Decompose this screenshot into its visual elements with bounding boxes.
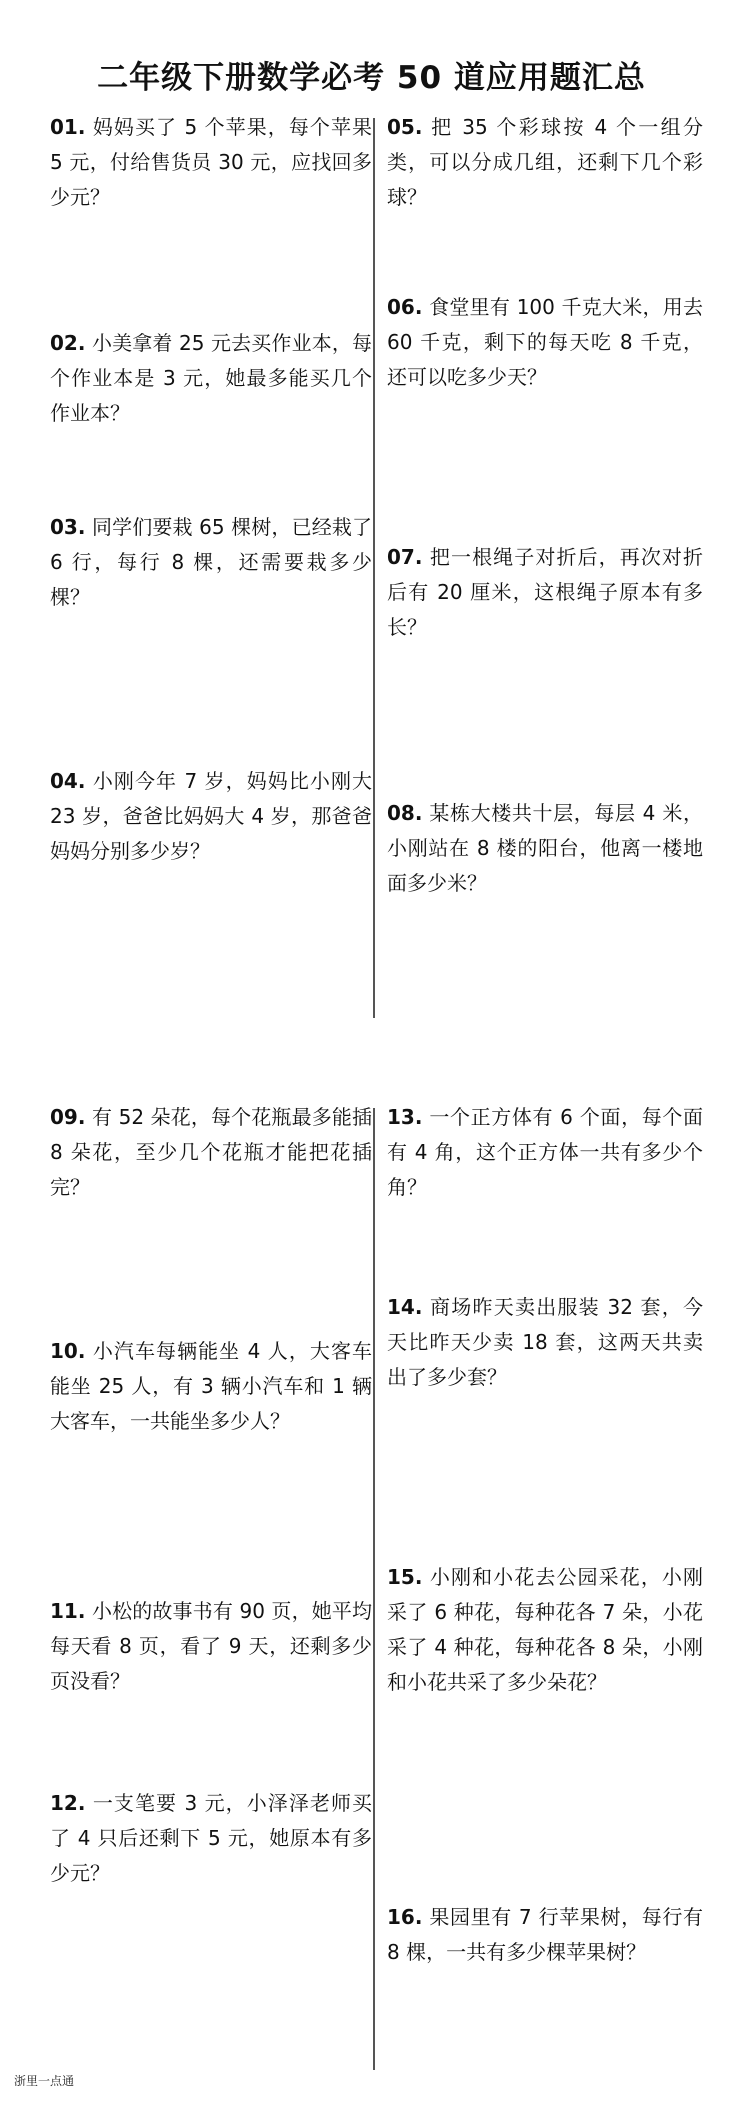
question-text: 果园里有 7 行苹果树，每行有 8 棵，一共有多少棵苹果树？ [387, 1905, 703, 1964]
column-divider-bottom [373, 1108, 375, 2070]
question-text: 小刚今年 7 岁，妈妈比小刚大 23 岁，爸爸比妈妈大 4 岁，那爸爸妈妈分别多少岁？ [50, 769, 372, 863]
question-number: 14. [387, 1295, 423, 1319]
question-text: 某栋大楼共十层，每层 4 米，小刚站在 8 楼的阳台，他离一楼地面多少米？ [387, 801, 703, 895]
question-number: 10. [50, 1339, 86, 1363]
page-title: 二年级下册数学必考 50 道应用题汇总 [97, 60, 646, 96]
question-03 [50, 510, 372, 615]
question-text: 一个正方体有 6 个面，每个面有 4 角，这个正方体一共有多少个角？ [387, 1105, 703, 1199]
footer-watermark: 浙里一点通 [14, 2074, 75, 2088]
question-text: 商场昨天卖出服装 32 套，今天比昨天少卖 18 套，这两天共卖出了多少套？ [387, 1295, 703, 1389]
question-number: 02. [50, 331, 86, 355]
question-text: 食堂里有 100 千克大米，用去 60 千克，剩下的每天吃 8 千克，还可以吃多少天？ [387, 295, 704, 389]
question-16 [387, 1900, 703, 1970]
question-text: 有 52 朵花，每个花瓶最多能插 8 朵花，至少几个花瓶才能把花插完？ [50, 1105, 373, 1199]
question-10 [50, 1334, 372, 1439]
question-text: 把一根绳子对折后，再次对折后有 20 厘米，这根绳子原本有多长？ [387, 545, 704, 639]
question-number: 03. [50, 515, 86, 539]
question-02 [50, 326, 372, 431]
question-13 [387, 1100, 703, 1205]
question-number: 13. [387, 1105, 423, 1129]
question-06 [387, 290, 703, 395]
question-01 [50, 110, 372, 215]
question-12 [50, 1786, 372, 1891]
question-14 [387, 1290, 703, 1395]
question-number: 09. [50, 1105, 86, 1129]
question-number: 01. [50, 115, 86, 139]
question-text: 小刚和小花去公园采花，小刚采了 6 种花，每种花各 7 朵，小花采了 4 种花，每种花各 8 朵，小刚和小花共采了多少朵花？ [387, 1565, 704, 1694]
question-text: 把 35 个彩球按 4 个一组分类，可以分成几组，还剩下几个彩球？ [387, 115, 703, 209]
question-text: 一支笔要 3 元，小泽泽老师买了 4 只后还剩下 5 元，她原本有多少元？ [50, 1791, 372, 1885]
column-divider-top [373, 118, 375, 1018]
question-11 [50, 1594, 372, 1699]
question-08 [387, 796, 703, 901]
question-text: 小松的故事书有 90 页，她平均每天看 8 页，看了 9 天，还剩多少页没看？ [50, 1599, 373, 1693]
question-07 [387, 540, 703, 645]
question-09 [50, 1100, 372, 1205]
question-number: 06. [387, 295, 423, 319]
question-number: 16. [387, 1905, 423, 1929]
question-number: 05. [387, 115, 423, 139]
question-number: 07. [387, 545, 423, 569]
question-15 [387, 1560, 703, 1700]
question-text: 小美拿着 25 元去买作业本，每个作业本是 3 元，她最多能买几个作业本？ [50, 331, 373, 425]
question-number: 04. [50, 769, 86, 793]
question-text: 同学们要栽 65 棵树，已经栽了 6 行，每行 8 棵，还需要栽多少棵？ [50, 515, 373, 609]
question-05 [387, 110, 703, 215]
question-04 [50, 764, 372, 869]
question-text: 小汽车每辆能坐 4 人，大客车能坐 25 人，有 3 辆小汽车和 1 辆大客车，一共能坐多少人？ [50, 1339, 372, 1433]
question-number: 12. [50, 1791, 86, 1815]
question-text: 妈妈买了 5 个苹果，每个苹果 5 元，付给售货员 30 元，应找回多少元？ [50, 115, 372, 209]
question-number: 11. [50, 1599, 86, 1623]
question-number: 08. [387, 801, 423, 825]
question-number: 15. [387, 1565, 423, 1589]
